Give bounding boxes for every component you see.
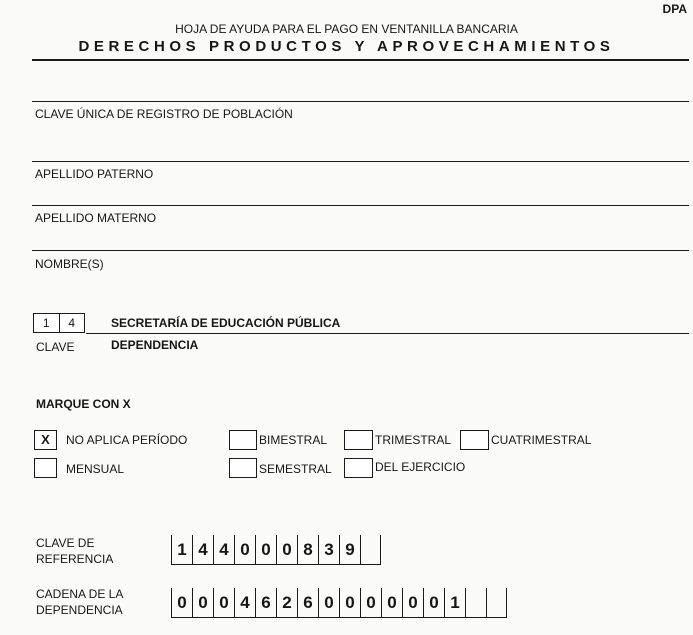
apellido-paterno-line[interactable] — [32, 161, 689, 162]
referencia-digit: 9 — [339, 535, 360, 565]
cadena-digit: 0 — [381, 588, 402, 618]
dependencia-line — [86, 333, 689, 334]
cadena-digit: 0 — [171, 588, 192, 618]
referencia-digit: 0 — [255, 535, 276, 565]
checkbox-semestral[interactable] — [229, 458, 257, 478]
checkbox-mensual[interactable] — [34, 458, 57, 478]
referencia-digits[interactable] — [171, 535, 381, 565]
cadena-digit — [465, 588, 486, 618]
title-underline — [32, 59, 689, 61]
form-title: HOJA DE AYUDA PARA EL PAGO EN VENTANILLA BANCARIA — [175, 22, 518, 36]
cadena-digit: 0 — [402, 588, 423, 618]
cadena-digit: 1 — [444, 588, 465, 618]
referencia-digit: 1 — [171, 535, 192, 565]
cadena-digit: 0 — [318, 588, 339, 618]
nombre-line[interactable] — [32, 250, 689, 251]
option-label-no-aplica: NO APLICA PERÍODO — [66, 433, 188, 447]
option-label-trimestral: TRIMESTRAL — [375, 433, 452, 447]
cadena-digit: 6 — [297, 588, 318, 618]
checkbox-bimestral[interactable] — [229, 430, 257, 450]
option-label-cuatrimestral: CUATRIMESTRAL — [491, 433, 592, 447]
referencia-label-line2: REFERENCIA — [36, 552, 114, 566]
referencia-digit: 3 — [318, 535, 339, 565]
checkbox-cuatrimestral[interactable] — [460, 430, 489, 450]
cadena-label-line2: DEPENDENCIA — [36, 603, 123, 617]
apellido-materno-label: APELLIDO MATERNO — [35, 211, 157, 225]
dependencia-name: SECRETARÍA DE EDUCACIÓN PÚBLICA — [111, 316, 341, 330]
cadena-digit: 6 — [255, 588, 276, 618]
form-subtitle: DERECHOS PRODUCTOS Y APROVECHAMIENTOS — [78, 38, 615, 55]
clave-box — [33, 313, 85, 333]
referencia-digit: 4 — [192, 535, 213, 565]
form-code: DPA — [662, 2, 687, 16]
clave-label: CLAVE — [36, 340, 75, 354]
referencia-digit — [360, 535, 381, 565]
periodo-heading: MARQUE CON X — [36, 397, 131, 411]
nombre-label: NOMBRE(S) — [35, 257, 104, 271]
cadena-digits[interactable] — [171, 588, 507, 618]
cadena-digit: 0 — [192, 588, 213, 618]
checkbox-trimestral[interactable] — [344, 430, 373, 450]
cadena-digit: 0 — [339, 588, 360, 618]
option-label-bimestral: BIMESTRAL — [259, 433, 328, 447]
referencia-digit: 0 — [276, 535, 297, 565]
clave-digit: 4 — [68, 316, 76, 330]
curp-label: CLAVE ÚNICA DE REGISTRO DE POBLACIÓN — [35, 107, 293, 121]
referencia-digit: 8 — [297, 535, 318, 565]
option-label-mensual: MENSUAL — [66, 462, 125, 476]
checkbox-no-aplica[interactable]: X — [34, 430, 57, 450]
apellido-paterno-label: APELLIDO PATERNO — [35, 167, 154, 181]
curp-line[interactable] — [32, 101, 689, 102]
apellido-materno-line[interactable] — [32, 205, 689, 206]
cadena-digit: 0 — [360, 588, 381, 618]
referencia-digit: 4 — [213, 535, 234, 565]
option-label-del-ejercicio: DEL EJERCICIO — [375, 460, 466, 474]
cadena-digit: 0 — [423, 588, 444, 618]
cadena-digit: 4 — [234, 588, 255, 618]
referencia-digit: 0 — [234, 535, 255, 565]
cadena-digit: 0 — [213, 588, 234, 618]
clave-digit: 1 — [34, 314, 60, 332]
cadena-digit — [486, 588, 507, 618]
referencia-label-line1: CLAVE DE — [36, 536, 95, 550]
option-label-semestral: SEMESTRAL — [259, 462, 332, 476]
cadena-digit: 2 — [276, 588, 297, 618]
checkbox-del-ejercicio[interactable] — [344, 458, 373, 478]
cadena-label-line1: CADENA DE LA — [36, 587, 124, 601]
dependencia-label: DEPENDENCIA — [111, 338, 199, 352]
